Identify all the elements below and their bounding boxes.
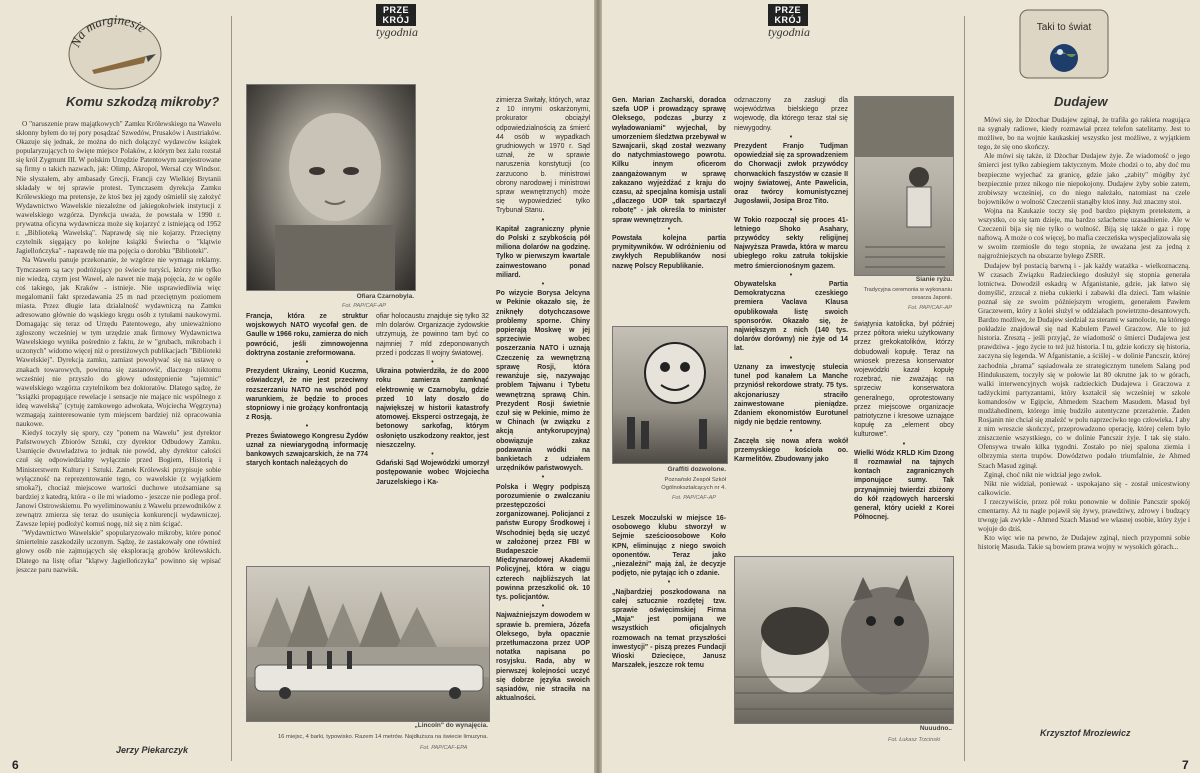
page-number: 7 <box>1182 758 1189 772</box>
spine <box>594 0 602 773</box>
left-page <box>0 0 594 773</box>
news-item: Najważniejszym dowodem w sprawie b. premiera, Józefa Oleksego, była opacznie przetłumaczona przez UOP notatka napisana po rosyjsku. Rada, aby w pierwszej kolejności uczyć się dobrze języka swoich sąsiadów, nie straciła na aktualności. <box>496 612 590 703</box>
news-item: Powstała kolejna partia prymitywników. W odróżnieniu od zwykłych Republikanów nosi nazwę Polscy Republikanie. <box>612 235 726 270</box>
news-item: Prezydent Ukrainy, Leonid Kuczma, oświadczył, że nie jest przeciwny rozszerzaniu NATO na wschód pod warunkiem, że będzie to proces stopniowy i nie grożący konfrontacją z Rosją. <box>246 368 368 422</box>
news-column-d-cont: Leszek Moczulski w miejsce 16-osobowego klubu stworzył w Sejmie sześcioosobowe Koło KPN, eliminując z niego swoich oponentów. Teraz jako „niezależni" mają żal, że decyzje podjęto, nie pytając ich o zdanie. • „Najbardziej poszkodowana na całej sztucznie rozdętej tzw. sprawie oświęcimskiej Firma „Maja" jest pomijana we wszystkich oficjalnych rozmowach na temat przyszłości inwestycji" - piszą prezes Fundacji Wioski Dziecięce, Janusz Marszałek, jeszcze rok temu <box>612 515 726 670</box>
rice-desc: Tradycyjna ceremonia w wykonaniu cesarza Japonii. <box>863 287 952 301</box>
graffiti-desc: Poznański Zespół Szkół Ogólnokształcących nr 4. <box>661 477 726 491</box>
news-column-d: Gen. Marian Zacharski, doradca szefa UOP i prowadzący sprawę Oleksego, podczas „burzy z wyładowaniami" wyjechał, by umorzeniem śledztwa przebywał w Szwajcarii, skąd został wezwany do natychmiastowego powrotu. Kilku innym oficerom zaangażowanym w sprawę zakazano wyjeżdżać z kraju do czasu, aż specjalna komisja ustali „dlaczego UOP tak spartaczył robotę" - jak określa to minister spraw wewnętrznych. • Powstała kolejna partia prymitywników. W odróżnieniu od zwykłych Republikanów nosi nazwę Polscy Republikanie. <box>612 97 726 270</box>
logo-box: PRZE KRÓJ <box>376 4 416 26</box>
limo-desc: 16 miejsc, 4 barki, typowisko. Razem 14 metrów. Najdłuższa na świecie limuzyna. <box>277 734 488 740</box>
rice-caption: Sianie ryżu. <box>915 276 952 283</box>
news-column-a: Francja, która ze struktur wojskowych NATO wycofał gen. de Gaulle w 1966 roku, zamierza do nich powrócić, jeśli zimnowojenna doktryna zostanie zreformowana. • Prezydent Ukrainy, Leonid Kuczma, oświadczył, że nie jest przeciwny rozszerzaniu NATO na wschód pod warunkiem, że będzie to proces stopniowy i nie grożący konfrontacją z Rosją. • Prezes Światowego Kongresu Żydów uznał za niewiarygodną informację bankowych szwajcarskich, że na 774 starych kontach należących do <box>246 313 368 468</box>
news-item: świątynia katolicka, był później przez półtora wieku użytkowany przez grekokatolików, którzy dobudowali kopułę. Teraz na wniosek prezesa konserwator wojewódzki kazał kopułę rozebrać, nie zważając na sprzeciw konserwatora generalnego, oprotestowany przez miejscowe organizacje patriotyczne i kresowe uznające kopułę za „element obcy kulturowe". <box>854 321 954 439</box>
news-item: Leszek Moczulski w miejsce 16-osobowego klubu stworzył w Sejmie sześcioosobowe Koło KPN, eliminując z niego swoich oponentów. Teraz jako „niezależni" mają żal, że decyzje podjęto, nie pytając ich o zdanie. <box>612 515 726 578</box>
article-body <box>978 116 1190 720</box>
paragraph: Mówi się, że Dżochar Dudajew zginął, że trafiła go rakieta reagująca na sygnały radiowe, kiedy rozmawiał przez telefon satelitarny. Jest to możliwe, bo na wojnie kaukaskiej wszystko jest możliwe, z wyjątkiem tego, że się ono skończy. <box>978 116 1190 152</box>
news-item: Kapitał zagraniczny płynie do Polski z szybkością pół miliona dolarów na godzinę. Tylko w pierwszym kwartale zainwestowano ponad miliard. <box>496 225 590 279</box>
paragraph: Wojna na Kaukazie toczy się pod bardzo pięknym pretekstem, a wszystko, co się tam dzieje, ma bardzo szlachetne uzasadnienie. Ale w Czeczenii bija się nie tylko o wolność. Biją się także o gaz i ropę naftową. A może o coś więcej, bo mafia czeczeńska wyspecjalizowała się w swoim rzemiośle do tego stopnia, że uważana jest za jedną z najgroźniejszych na obszarze byłego ZSRR. <box>978 206 1190 261</box>
news-item: Prezes Światowego Kongresu Żydów uznał za niewiarygodną informację bankowych szwajcarskich, że na 774 starych kontach należących do <box>246 432 368 468</box>
chernobyl-photo <box>246 84 416 291</box>
photo-caption: Ofiara Czarnobyla. <box>356 293 414 300</box>
cat-caption: Nuuudno.. <box>919 725 952 732</box>
news-item: Zaczęła się nowa afera wokół przemyskiego kościoła oo. Karmelitów. Zbudowany jako <box>734 437 848 463</box>
news-item: Francja, która ze struktur wojskowych NATO wycofał gen. de Gaulle w 1966 roku, zamierza do nich powrócić, jeśli zimnowojenna doktryna zostanie zreformowana. <box>246 313 368 357</box>
news-item: Prezydent Franjo Tudjman opowiedział się za sprowadzeniem do Chorwacji zwłok przywódcy chorwackich faszystów w czasie II wojny światowej, Ante Pawelicia, oraz twórcy komunistycznej Jugosławii, Josipa Broz Tito. <box>734 143 848 206</box>
news-item: Wielki Wódz KRLD Kim Dzong Il rozmawiał na tajnych kontach zagranicznych imponujące sumy. Tak przynajmniej twierdzi zbiżony do kół rządowych harcerski generał, który uciekł z Korei Północnej. <box>854 449 954 522</box>
news-item: Gen. Marian Zacharski, doradca szefa UOP i prowadzący sprawę Oleksego, podczas „burzy z wyładowaniami" wyjechał, by umorzeniem śledztwa przebywał w Szwajcarii, skąd został wezwany do natychmiastowego powrotu. Kilku innym oficerom zaangażowanym w sprawę zakazano wyjeżdżać z kraju do czasu, aż specjalna komisja ustali „dlaczego UOP tak spartaczył robotę" - jak określa to minister spraw wewnętrznych. <box>612 97 726 224</box>
news-column-b: ofiar holocaustu znajduje się tylko 32 mln dolarów. Organizacje żydowskie utrzymują, że powinno tam być co najmniej 7 mld zdeponowanych przed i podczas II wojny światowej. • Ukraina potwierdziła, że do 2000 roku zamierza zamknąć elektrownię w Czarnobylu, gdzie przed 10 laty doszło do największej w historii katastrofy atomowej. Eksperci ostrzegają, że betonowy sarkofag, którym osłonięto uszkodzony reaktor, jest nieszczelny. • Gdański Sąd Wojewódzki umorzył postępowanie wobec Wojciecha Jaruzelskiego i Ka- <box>376 313 489 486</box>
news-item: Ukraina potwierdziła, że do 2000 roku zamierza zamknąć elektrownię w Czarnobylu, gdzie przed 10 laty doszło do największej w historii katastrofy atomowej. Eksperci ostrzegają, że betonowy sarkofag, którym osłonięto uszkodzony reaktor, jest nieszczelny. <box>376 368 489 449</box>
right-page <box>602 0 1200 773</box>
news-item: Gdański Sąd Wojewódzki umorzył postępowanie wobec Wojciecha Jaruzelskiego i Ka- <box>376 460 489 486</box>
paragraph: Nikt nie widział, ponieważ - uspokajano się - został unicestwiony całkowicie. <box>978 479 1190 497</box>
limo-caption: „Lincoln" do wynajęcia. <box>414 722 488 729</box>
graffiti-caption: Graffiti dozwolone. <box>667 466 726 473</box>
graffiti-photo <box>612 326 728 464</box>
limousine-photo <box>246 566 490 722</box>
graffiti-credit: Fot. PAP/CAF-AP <box>672 495 717 501</box>
paragraph: Kto więc wie na pewno, że Dudajew zginął, niech przypomni sobie historię Masuda. Takie są bowiem prawa wojny w wysokich górach... <box>978 534 1190 552</box>
logo-sub: tygodnia <box>376 25 418 39</box>
na-marginesie-text: Na marginesie <box>67 14 150 50</box>
rice-planting-photo <box>854 96 954 276</box>
page-number: 6 <box>12 758 19 772</box>
paragraph: Zginął, choć nikt nie widział jego zwłok. <box>984 470 1102 479</box>
article-body <box>16 120 221 686</box>
paragraph: O "naruszenie praw majątkowych" Zamku Królewskiego na Wawelu skłonny byłem do tej pory posądzać Szwedów, Prusaków i Austriaków. Okazuje się jednak, że można do nich dołączyć wydawców książek popularyzujących to święte miejsce Polaków, z którym bez żalu rozstał się król Zygmunt III. W polskim Urzędzie Patentowym zarejestrowane są firmy o takich nazwach, jak: Olimp, Akropol, Wersal czy Windsor. Nie słyszałem, aby ambasady Grecji, Francji czy Wielkiej Brytanii składały w tej sprawie protest. Tymczasem dyrekcja Zamku Królewskiego ma pretensje, że ktoś bez jej zgody ośmielił się założyć Wydawnictwo Wawelskie niezależne od jakiegokolwiek instytucji z wawelskiego wzgórza. Dyrekcja uważa, że powstała w 1990 r. prywatna oficyna wydawnicza może się kojarzyć z istniejącą od 1952 r. „Biblioteką Wawelską". Naprawdę się nie kojarzy. Przeciętny czytelnik sięgający po kolejne książki Świecha o "klątwie Jagiellończyka" - naprawdę nie ma pojęcia o dorobku "Biblioteki". <box>16 120 221 256</box>
photo-credit: Fot. PAP/CAF-AP <box>342 303 387 309</box>
paragraph: "Wydawnictwo Wawelskie" spopularyzowało mikroby, które ponoć śmiertelnie zaszkodziły uczonym. Sądzę, że zastakowały one również głowy osób nie zajmujących się eksploracją grobów królewskich. Dlatego na listę ofiar "klątwy Jagiellończyka" powinno się wpisać jeszcze paru nazwisk. <box>16 529 221 574</box>
news-item: Po wizycie Borysa Jelcyna w Pekinie okazało się, że zniknęły dotychczasowe problemy sporne. Chiny popierają Moskwę w jej sprzeciwie wobec poszerzania NATO i uznają Czeczenię za wewnętrzną sprawę Rosji, która rewanżuje się, nazywając problem Tajwanu i Tybetu wewnętrzną sprawą Chin. Prezydent Rosji świetnie czuł się w Pekinie, mimo że w Chinach (w związku z akcją antykorupcyjną) obowiązuje zakaz podawania wódki na bankietach z udziałem urzędników państwowych. <box>496 290 590 473</box>
column-divider <box>231 16 232 761</box>
news-item: zimierza Świtały, których, wraz z 10 innymi oskarżonymi, prokurator obciążył odpowiedzialnością za śmierć 44 osób w wypadkach grudniowych w 1970 r. Sąd uznał, że w sprawie naruszenia konstytucji (co zarzucono b. ministrowi obrony narodowej i ministrowi spraw wewnętrznych) może się wypowiedzieć tylko Trybunał Stanu. <box>496 97 590 215</box>
news-item: „Najbardziej poszkodowana na całej sztucznie rozdętej tzw. sprawie oświęcimskiej Firma „Maja" jest pomijana we wszystkich oficjalnych rozmowach na temat przyszłości inwestycji" - piszą prezes Fundacji Wioski Dziecięce, Janusz Marszałek, jeszcze rok temu <box>612 588 726 670</box>
paragraph: I rzeczywiście, przez pół roku ponownie w dolinie Pancszir spokój cmentarny. Aż tu nagle pojawił się żywy, prawdziwy, zdrowy i budzący trwogę jak zwykle - Ahmed Szach Masud we własnej osobie, który żyje i wojuje do dziś. <box>978 497 1190 534</box>
taki-to-swiat-logo <box>1018 8 1110 80</box>
paragraph: Na Wawelu panuje przekonanie, że wzgórze nie wymaga reklamy. Tymczasem są tacy podróżujący po świecie turyści, którzy nie tylko nie wiedzą, czym jest Wawel, ale nawet nie mają pojęcia, że w ogóle coś takiego, jak Kraków - istnieje. Nie usprawiedliwia więc megalomanii fakt sprzedawania 25 m nad przeciętnym poziomem miasta. Przez długie lata działalność wydawniczą na Zamku adresowano głównie do wąskiego kręgu osób z tytułami naukowymi. Domagając się teraz od Urzędu Patentowego, aby unieważniono zgłoszony wcześniej w tym urzędzie znak firmowy Wydawnictwa Wawelskiego wynika pośrednio z faktu, że w "grubach, mikrobach i uczonych" widomo więcej niż o prestiżowych publikacjach "Biblioteki Wawelskiej". Dyrekcja zamku, zamiast powoływać się na ustawę o znakach towarowych, powinna się zastanowić, dlaczego niktomu wcześniej nie przyszło do głowy udostępnienie "tajemnic" wawelskiego wzgórza czytelnikom bez doktoratów. Dlatego sądzę, że "książki propagujące rewelacje i sensacje nie mające nic wspólnego z ideą wawelską" (cytuję zamkowego adwokata, Wojciecha Węgrzyna) wzmagają zainteresowanie tym miejscem bardziej niż opracowania naukowe. <box>16 256 221 429</box>
logo-box: PRZE KRÓJ <box>768 4 808 26</box>
news-column-e: odznaczony za zasługi dla województwa bielskiego przez wojewodę, dla którego teraz stał się niewygodny. • Prezydent Franjo Tudjman opowiedział się za sprowadzeniem do Chorwacji zwłok przywódcy chorwackich faszystów w czasie II wojny światowej, Ante Pawelicia, oraz twórcy komunistycznej Jugosławii, Josipa Broz Tito. • W Tokio rozpoczął się proces 41-letniego Shoko Asahary, przywódcy sekty religijnej Najwyższa Prawda, która w marcu ubiegłego roku zatruła tokijskie metro śmiercionośnym gazem. • Obywatelska Partia Demokratyczna czeskiego premiera Vaclava Klausa opublikowała listę swoich sponsorów. Okazało się, że największym z nich (140 tys. dolarów dorówny) nie żyje od 14 lat. • Uznany za inwestycję stulecia tunel pod kanałem La Manche przyniósł rekordowe straty. 75 tys. akcjonariuszy straciło zainwestowane pieniądze. Zdaniem ekonomistów Eurotunel nigdy nie będzie rentowny. • Zaczęła się nowa afera wokół przemyskiego kościoła oo. Karmelitów. Zbudowany jako <box>734 97 848 463</box>
przekroj-tygodnia-logo <box>768 4 808 40</box>
cat-photo <box>734 556 954 724</box>
news-item: Polska i Węgry podpiszą porozumienie o zwalczaniu przestępczości zorganizowanej. Policjanci z państw Europy Środkowej i Wschodniej będą się uczyć w założonej przez FBI w Budapeszcie Międzynarodowej Akademii Policyjnej, która w ciągu czterech najbliższych lat powinna przeszkolić ok. 10 tys. policjantów. <box>496 483 590 601</box>
article-title: Dudajew <box>1054 94 1108 109</box>
column-divider <box>964 16 965 761</box>
news-item: Obywatelska Partia Demokratyczna czeskiego premiera Vaclava Klausa opublikowała listę swoich sponsorów. Okazało się, że największym z nich (140 tys. dolarów dorówny) nie żyje od 14 lat. <box>734 281 848 353</box>
news-column-f: świątynia katolicka, był później przez półtora wieku użytkowany przez grekokatolików, którzy dobudowali kopułę. Teraz na wniosek prezesa konserwator wojewódzki kazał kopułę rozebrać, nie zważając na sprzeciw konserwatora generalnego, oprotestowany przez miejscowe organizacje patriotyczne i kresowe uznające kopułę za „element obcy kulturowe". • Wielki Wódz KRLD Kim Dzong Il rozmawiał na tajnych kontach zagranicznych imponujące sumy. Tak przynajmniej twierdzi zbiżony do kół rządowych harcerski generał, który uciekł z Korei Północnej. <box>854 321 954 522</box>
article-title: Komu szkodzą mikroby? <box>66 94 220 109</box>
na-marginesie-logo <box>64 14 166 92</box>
cat-credit: Fot. Łukasz Trzcinski <box>888 737 941 743</box>
paragraph: Ale mówi się także, iż Dżochar Dudajew żyje. Że wiadomość o jego śmierci jest tylko zabiegiem taktycznym. Może chodzi o to, aby doć mu bezpieczne wyjechać za granicę, gdzie jako „zabity" mógłby żyć bezpiecznie przez nikogo nie niepokojony. Dudajew żyby sobie zatem, zrobiwszy wcześniej, co do niego należało, natomiast na czele bojowników o wolność Czeczenii stanąłby ktoś inny. Już znaczny stoi. <box>978 152 1190 206</box>
signature: Jerzy Piekarczyk <box>116 745 189 755</box>
news-item: Uznany za inwestycję stulecia tunel pod kanałem La Manche przyniósł rekordowe straty. 75 tys. akcjonariuszy straciło zainwestowane pieniądze. Zdaniem ekonomistów Eurotunel nigdy nie będzie rentowny. <box>734 363 848 427</box>
news-item: ofiar holocaustu znajduje się tylko 32 mln dolarów. Organizacje żydowskie utrzymują, że powinno tam być co najmniej 7 mld zdeponowanych przed i podczas II wojny światowej. <box>376 313 489 357</box>
news-item: W Tokio rozpoczął się proces 41-letniego Shoko Asahary, przywódcy sekty religijnej Najwyższa Prawda, która w marcu ubiegłego roku zatruła tokijskie metro śmiercionośnym gazem. <box>734 216 848 270</box>
rice-credit: Fot. PAP/CAF-AP <box>908 305 953 311</box>
news-item: odznaczony za zasługi dla województwa bielskiego przez wojewodę, dla którego teraz stał się niewygodny. <box>734 97 848 132</box>
signature: Krzysztof Mroziewicz <box>1040 728 1131 738</box>
przekroj-tygodnia-logo <box>376 4 416 40</box>
taki-to-swiat-text: Taki to świat <box>1036 22 1092 33</box>
paragraph: Kiedyś toczyły się spory, czy "ponem na Wawelu" jest dyrektor Państwowych Zbiorów Sztuki, czy dyrektor Odbudowy Zamku. Usunięcie dwuwładztwa to jednak nie powód, aby dyrektor całości czuł się odpowiedzialny wyłącznie przed Bogiem, Historią i Ministerstwem Kultury i Sztuki. Zamek Królewski przypisuje sobie wyłączność na reprezentowanie tego, co wawelskie (z wyjątkiem smoka?), chociaż miejscowe wartości duchowe utożsamiane są bardziej z katedrą, która - o ile mi wiadomo - jeszcze nie podlega prof. Janowi Ostrowskiemu. Po wyeliminowaniu z Wawelu przewodników z zewnątrz zmierza się teraz do usunięcia konkurencji wydawniczej. Zawsze lepiej podłożyć komuś nogę, niż się z nim ścigać. <box>16 429 221 529</box>
limo-credit: Fot. PAP/CAF-EPA <box>420 745 468 751</box>
paragraph: Dudajew był postacią barwną i - jak każdy watażka - wielkoznaczną. W czasach Związku Radzieckiego dosłużył się stopnia generała lotnictwa. Dowodził eskadrą w Afganistanie, gdzie, jak łatwo się domyślić, zrzucał z nieba cukierki i zabawki dla dzieci. Tam właśnie poznał się ze swoim późniejszym wrogiem, generałem Pawłem Graczewem, który z kolei służył w oddziałach powietrzno-desantowych. Bardzo możliwe, że Dudajew siedział za sterami w samolocie, na którego pokładzie znajdował się nad Kabulem Paweł Graczow. Ale to już historia. Zresztą - jeśli przyjąć, że wiadomość o śmierci Dudajewa jest prawdziwa - jego życie to też już historia. I tu, gdzie kończy się historia, zaczyna się legenda. W Afganistanie, a ściślej - w dolinie Pancszir, której zachodnia „brama" sąsiadowała ze strategicznym tunelem Salang pod Hindukuszem, toczyły się w połowie lat 80 okrutne jak to w górach, walki interwencyjnych wojsk radzieckich Dudajewa i Graczowa z tadżyckimi partyzantami, który kształcił się wcześniej w szkole komandosów w Egipcie, Ahmedem Szachem Masudem. Masud był mudżahedinem, którego imię budziło autentyczne przerażenie. Żaden Rosjanin nie chciał się znaleźć w polu naprzeciwko tego człowieka. I aby z nim wreszcie skończyć, przeprowadzono operację, której celem było zniszczenie wszystkiego, co w dolinie Pancszir żyje. I tak się stało. Ofensywa trwało kilka tygodni. Zostało po niej spalona ziemia i olbrzymia sterta trupów. Dowództwo podało triumfalnie, że Ahmed Szach Masud zginął. <box>978 261 1190 470</box>
news-column-c: zimierza Świtały, których, wraz z 10 innymi oskarżonymi, prokurator obciążył odpowiedzialnością za śmierć 44 osób w wypadkach grudniowych w 1970 r. Sąd uznał, że w sprawie naruszenia konstytucji (co zarzucono b. ministrowi obrony narodowej i ministrowi spraw wewnętrznych) może się wypowiedzieć tylko Trybunał Stanu. • Kapitał zagraniczny płynie do Polski z szybkością pół miliona dolarów na godzinę. Tylko w pierwszym kwartale zainwestowano ponad miliard. • Po wizycie Borysa Jelcyna w Pekinie okazało się, że zniknęły dotychczasowe problemy sporne. Chiny popierają Moskwę w jej sprzeciwie wobec poszerzania NATO i uznają Czeczenię za wewnętrzną sprawę Rosji, która rewanżuje się, nazywając problem Tajwanu i Tybetu wewnętrzną sprawą Chin. Prezydent Rosji świetnie czuł się w Pekinie, mimo że w Chinach (w związku z akcją antykorupcyjną) obowiązuje zakaz podawania wódki na bankietach z udziałem urzędników państwowych. • Polska i Węgry podpiszą porozumienie o zwalczaniu przestępczości zorganizowanej. Policjanci z państw Europy Środkowej i Wschodniej będą się uczyć w założonej przez FBI w Budapeszcie Międzynarodowej Akademii Policyjnej, która w ciągu czterech najbliższych lat powinna przeszkolić ok. 10 tys. policjantów. • Najważniejszym dowodem w sprawie b. premiera, Józefa Oleksego, była opacznie przetłumaczona przez UOP notatka napisana po rosyjsku. Rada, aby w pierwszej kolejności uczyć się dobrze języka swoich sąsiadów, nie straciła na aktualności. <box>496 97 590 703</box>
logo-sub: tygodnia <box>768 25 810 39</box>
